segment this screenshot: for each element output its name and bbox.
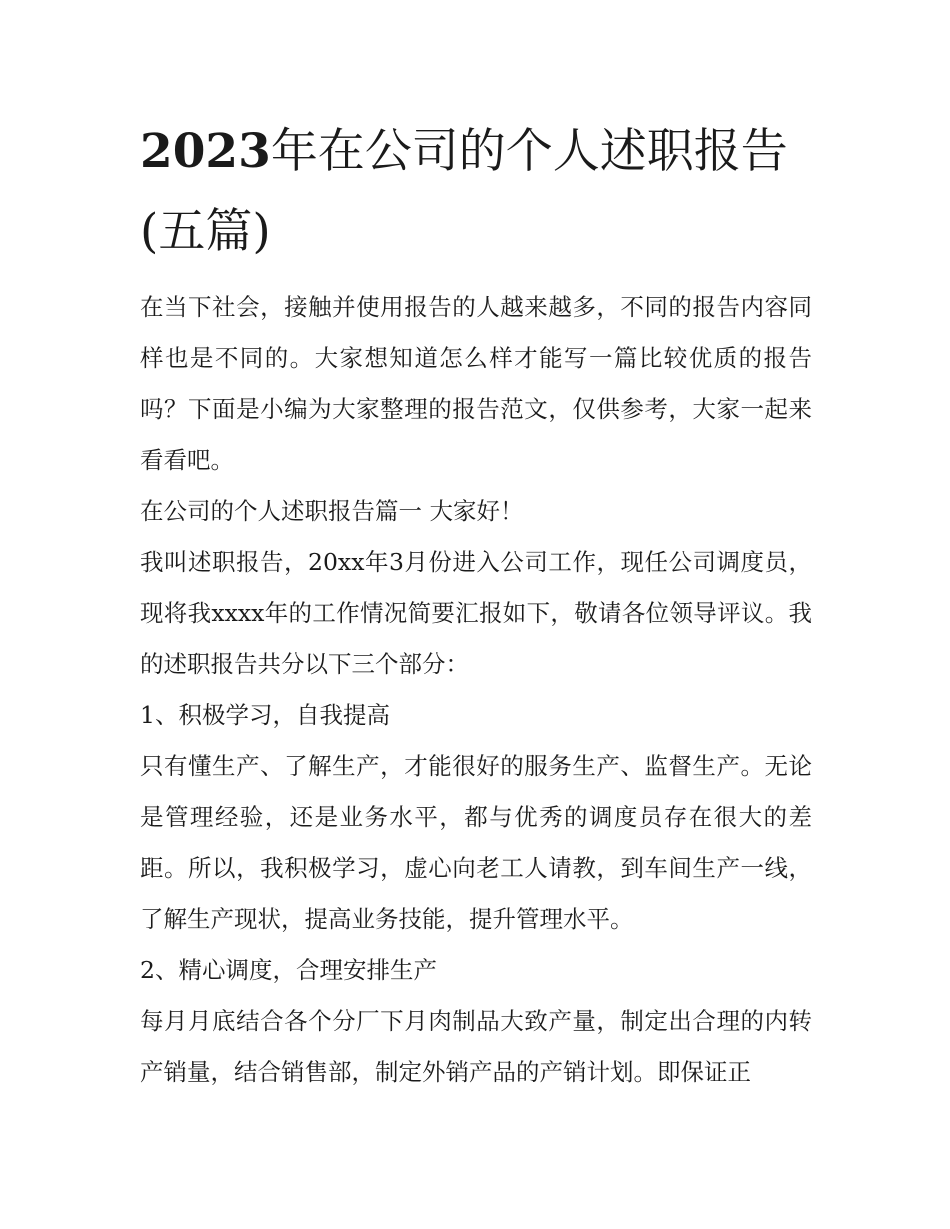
subheading-scheduling: 2、精心调度，合理安排生产 [140,956,437,984]
self-introduction-paragraph: 我叫述职报告，20xx年3月份进入公司工作，现任公司调度员，现将我xxxx年的工作情况简要汇报如下，敬请各位领导评议。我的述职报告共分以下三个部分： [140,548,812,678]
title-text: 年在公司的个人述职报告(五篇) [140,124,788,259]
study-paragraph: 只有懂生产、了解生产，才能很好的服务生产、监督生产。无论是管理经验，还是业务水平，都与优秀的调度员存在很大的差距。所以，我积极学习，虚心向老工人请教，到车间生产一线，了解生产现状，提高业务技能，提升管理水平。 [140,752,812,933]
document-title [140,112,812,272]
subheading-study: 1、积极学习，自我提高 [140,701,390,729]
document-body [140,282,812,1098]
document-page [140,112,812,1098]
intro-paragraph: 在当下社会，接触并使用报告的人越来越多，不同的报告内容同样也是不同的。大家想知道怎么样才能写一篇比较优质的报告吗？下面是小编为大家整理的报告范文，仅供参考，大家一起来看看吧。 [140,293,812,474]
section-heading-part-one: 在公司的个人述职报告篇一 大家好！ [140,497,524,525]
scheduling-paragraph: 每月月底结合各个分厂下月肉制品大致产量，制定出合理的内转产销量，结合销售部，制定外销产品的产销计划。即保证正 [140,1007,812,1086]
title-year: 2023 [140,124,271,179]
